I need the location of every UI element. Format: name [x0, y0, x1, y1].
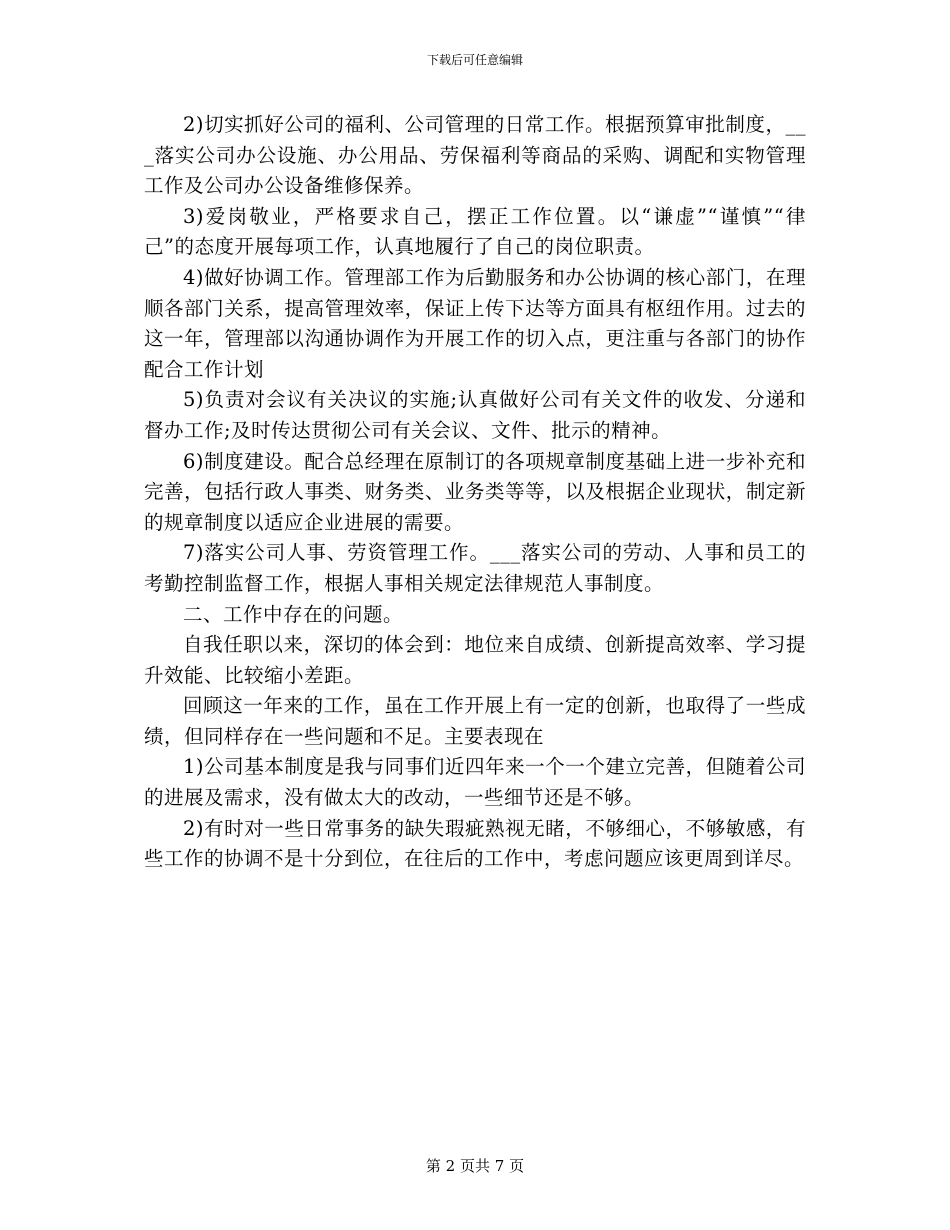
paragraph-dedication: 3)爱岗敬业，严格要求自己，摆正工作位置。以“谦虚”“谨慎”“律己”的态度开展每项工作，认真地履行了自己的岗位职责。: [144, 204, 806, 259]
page-footer: 第 2 页共 7 页: [425, 1157, 525, 1175]
page-header: 下载后可任意编辑: [426, 53, 523, 67]
section-heading-problems: 二、工作中存在的问题。: [183, 602, 404, 626]
paragraph-welfare-management: 2)切实抓好公司的福利、公司管理的日常工作。根据预算审批制度，___落实公司办公设施、办公用品、劳保福利等商品的采购、调配和实物管理工作及公司办公设备维修保养。: [144, 113, 806, 198]
document-body: [144, 110, 806, 875]
paragraph-reflection: 自我任职以来，深切的体会到：地位来自成绩、创新提高效率、学习提升效能、比较缩小差距。: [144, 633, 806, 687]
paragraph-review: 回顾这一年来的工作，虽在工作开展上有一定的创新，也取得了一些成绩，但同样存在一些问题和不足。主要表现在: [144, 694, 806, 748]
paragraph-meeting-resolutions: 5)负责对会议有关决议的实施;认真做好公司有关文件的收发、分递和督办工作;及时传达贯彻公司有关会议、文件、批示的精神。: [144, 388, 806, 442]
paragraph-system-building: 6)制度建设。配合总经理在原制订的各项规章制度基础上进一步补充和完善，包括行政人事类、财务类、业务类等等，以及根据企业现状，制定新的规章制度以适应企业进展的需要。: [144, 449, 806, 534]
paragraph-problem-1: 1)公司基本制度是我与同事们近四年来一个一个建立完善，但随着公司的进展及需求，没有做太大的改动，一些细节还是不够。: [144, 755, 806, 810]
paragraph-coordination: 4)做好协调工作。管理部工作为后勤服务和办公协调的核心部门，在理顺各部门关系，提高管理效率，保证上传下达等方面具有枢纽作用。过去的这一年，管理部以沟通协调作为开展工作的切入点，更注重与各部门的协作配合工作计划: [144, 265, 806, 381]
paragraph-problem-2: 2)有时对一些日常事务的缺失瑕疵熟视无睹，不够细心，不够敏感，有些工作的协调不是十分到位，在往后的工作中，考虑问题应该更周到详尽。: [144, 816, 806, 871]
paragraph-personnel-management: 7)落实公司人事、劳资管理工作。___落实公司的劳动、人事和员工的考勤控制监督工作，根据人事相关规定法律规范人事制度。: [144, 541, 806, 595]
